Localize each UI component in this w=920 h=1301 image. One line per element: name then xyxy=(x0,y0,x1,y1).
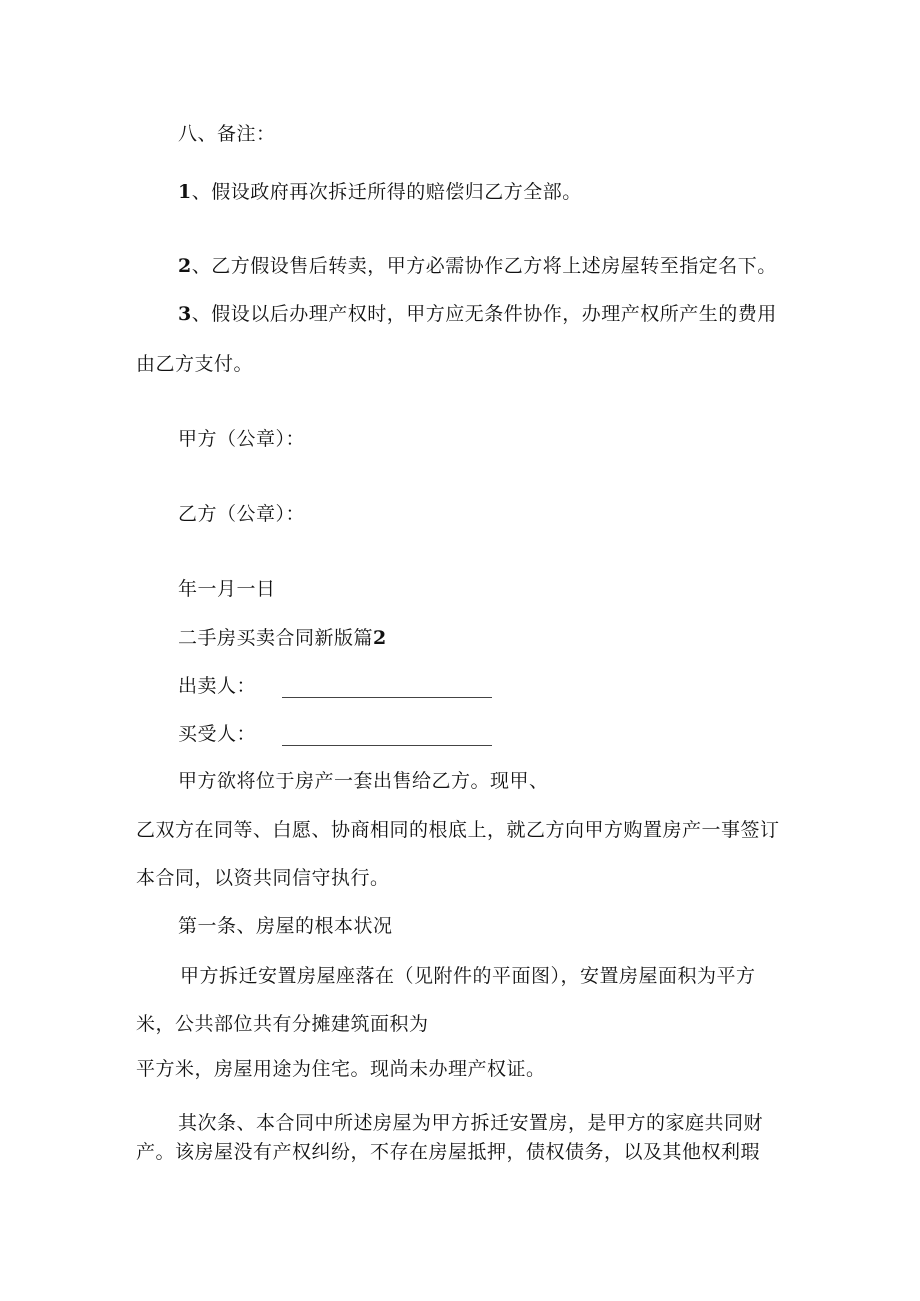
note-item-1-text: 、假设政府再次拆迁所得的赔偿归乙方全部。 xyxy=(191,181,582,203)
article1-heading: 第一条、房屋的根本状况 xyxy=(178,915,393,937)
note-item-1-number: 1 xyxy=(178,181,192,203)
buyer-row xyxy=(178,722,492,746)
note-item-3-text: 、假设以后办理产权时，甲方应无条件协作，办理产权所产生的费用 xyxy=(191,303,777,325)
article1-line-2: 米，公共部位共有分摊建筑面积为 xyxy=(136,1013,429,1035)
note-item-3-continuation: 由乙方支付。 xyxy=(136,353,254,375)
intro-paragraph-line-3: 本合同，以资共同信守执行。 xyxy=(136,867,390,889)
note-item-3-number: 3 xyxy=(178,303,192,325)
buyer-label: 买受人： xyxy=(178,723,257,745)
note-item-2-text: 、乙方假设售后转卖，甲方必需协作乙方将上述房屋转至指定名下。 xyxy=(191,255,777,277)
article2-line-2: 产。该房屋没有产权纠纷，不存在房屋抵押，债权债务，以及其他权利瑕 xyxy=(136,1141,761,1163)
article2-line-1: 其次条、本合同中所述房屋为甲方拆迁安置房，是甲方的家庭共同财 xyxy=(178,1112,764,1134)
article1-line-3: 平方米，房屋用途为住宅。现尚未办理产权证。 xyxy=(136,1058,546,1080)
seller-label: 出卖人： xyxy=(178,675,257,697)
seller-row xyxy=(178,674,492,698)
date-line: 年一月一日 xyxy=(178,578,276,600)
note-item-1 xyxy=(178,180,582,204)
article1-line-1: 甲方拆迁安置房屋座落在（见附件的平面图），安置房屋面积为平方 xyxy=(180,965,756,987)
seller-blank-line xyxy=(282,683,492,698)
note-item-3 xyxy=(178,302,777,326)
contract-title xyxy=(178,626,387,650)
party-a-seal: 甲方（公章）： xyxy=(178,428,306,450)
contract-title-text: 二手房买卖合同新版篇 xyxy=(178,627,374,649)
note-item-2 xyxy=(178,254,777,278)
party-b-seal: 乙方（公章）： xyxy=(178,503,306,525)
section8-heading: 八、备注： xyxy=(178,123,276,145)
intro-paragraph-line-2: 乙双方在同等、白愿、协商相同的根底上，就乙方向甲方购置房产一事签订 xyxy=(136,819,780,841)
contract-title-number: 2 xyxy=(373,627,387,649)
note-item-2-number: 2 xyxy=(178,255,192,277)
intro-paragraph-line-1: 甲方欲将位于房产一套出售给乙方。现甲、 xyxy=(178,770,549,792)
buyer-blank-line xyxy=(282,731,492,746)
